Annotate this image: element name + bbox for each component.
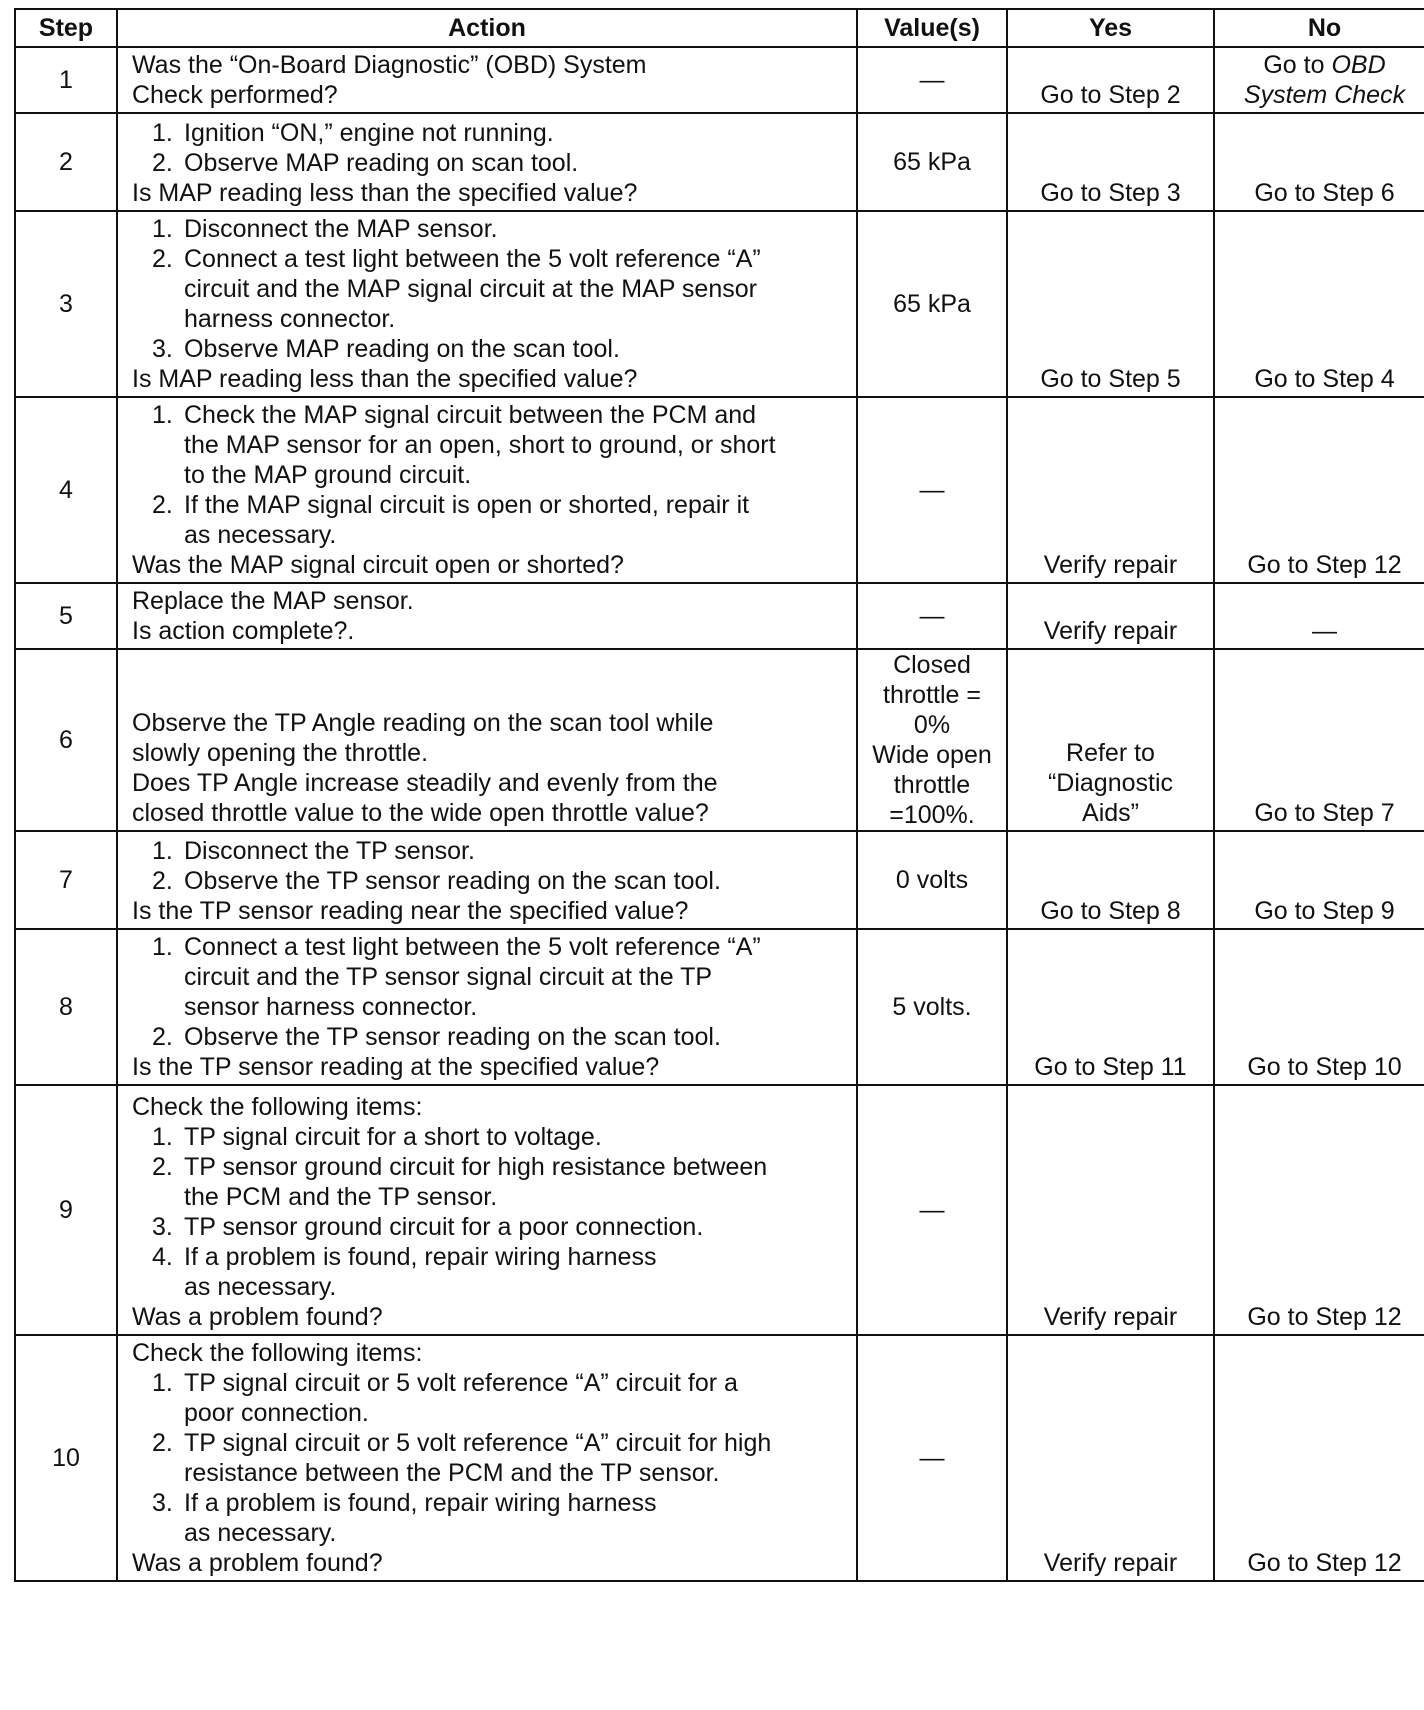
action-item-number: 1. — [152, 837, 173, 865]
header-step: Step — [15, 9, 117, 47]
action-question-line: Is MAP reading less than the specified value? — [132, 365, 638, 393]
value-line: throttle = — [883, 681, 981, 709]
action-item-line: circuit and the MAP signal circuit at the MAP sensor — [184, 275, 757, 303]
action-item-line: sensor harness connector. — [184, 993, 478, 1021]
action-item-text — [184, 1428, 848, 1488]
action-intro-line: Check the following items: — [132, 1093, 423, 1121]
no-cell — [1214, 649, 1424, 831]
action-cell — [117, 1335, 857, 1581]
no-line: Go to Step 6 — [1254, 179, 1395, 207]
step-number-cell: 3 — [15, 211, 117, 397]
value-cell — [857, 1085, 1007, 1335]
table-row — [15, 1085, 1424, 1335]
action-item-text — [184, 490, 848, 550]
action-item-line: as necessary. — [184, 1519, 337, 1547]
action-list-item — [132, 1488, 848, 1548]
action-cell — [117, 929, 857, 1085]
action-cell — [117, 831, 857, 929]
action-list-item — [132, 932, 848, 1022]
no-text: Go to — [1263, 51, 1332, 79]
no-line: Go to Step 12 — [1247, 551, 1402, 579]
action-cell — [117, 1085, 857, 1335]
action-item-line: If a problem is found, repair wiring harness — [184, 1243, 657, 1271]
action-item-line: poor connection. — [184, 1399, 369, 1427]
action-list-item — [132, 866, 848, 896]
action-cell — [117, 397, 857, 583]
action-list-item — [132, 214, 848, 244]
action-cell — [117, 47, 857, 113]
value-line: 0 volts — [895, 866, 969, 894]
yes-cell — [1007, 929, 1214, 1085]
action-cell — [117, 649, 857, 831]
action-item-number: 2. — [152, 149, 173, 177]
action-item-text — [184, 1152, 848, 1212]
action-item-text — [184, 1122, 848, 1152]
action-item-line: Observe MAP reading on scan tool. — [184, 149, 579, 177]
action-item-text — [184, 836, 848, 866]
action-cell — [117, 211, 857, 397]
value-cell — [857, 211, 1007, 397]
no-line: Go to Step 4 — [1254, 365, 1395, 393]
no-cell — [1214, 397, 1424, 583]
action-question-line: Is MAP reading less than the specified value? — [132, 179, 638, 207]
step-number-cell: 6 — [15, 649, 117, 831]
action-item-line: Disconnect the TP sensor. — [184, 837, 475, 865]
value-line: throttle — [893, 771, 971, 799]
action-item-text — [184, 1488, 848, 1548]
action-question-line: Is action complete?. — [132, 617, 355, 645]
action-item-number: 1. — [152, 215, 173, 243]
action-item-line: circuit and the TP sensor signal circuit at the TP — [184, 963, 713, 991]
step-number-cell: 2 — [15, 113, 117, 211]
action-item-number: 2. — [152, 867, 173, 895]
action-item-line: Check the MAP signal circuit between the PCM and — [184, 401, 757, 429]
table-row — [15, 47, 1424, 113]
no-cell — [1214, 1085, 1424, 1335]
step-number-cell: 8 — [15, 929, 117, 1085]
yes-cell — [1007, 583, 1214, 649]
yes-cell — [1007, 47, 1214, 113]
action-question-line: Is the TP sensor reading at the specified value? — [132, 1053, 660, 1081]
action-item-text — [184, 1022, 848, 1052]
no-cell — [1214, 1335, 1424, 1581]
action-item-line: Observe the TP sensor reading on the scan tool. — [184, 867, 721, 895]
action-item-number: 4. — [152, 1243, 173, 1271]
table-row — [15, 397, 1424, 583]
action-item-number: 1. — [152, 1123, 173, 1151]
value-line: — — [919, 1444, 945, 1472]
value-line: 65 kPa — [893, 290, 971, 318]
value-line: — — [919, 66, 945, 94]
table-row — [15, 211, 1424, 397]
action-item-text — [184, 214, 848, 244]
action-item-text — [184, 400, 848, 490]
yes-cell — [1007, 211, 1214, 397]
action-list-item — [132, 836, 848, 866]
obd-reference-text: OBD — [1331, 51, 1386, 79]
header-no: No — [1214, 9, 1424, 47]
action-item-number: 2. — [152, 1153, 173, 1181]
action-item-line: If a problem is found, repair wiring harness — [184, 1489, 657, 1517]
action-item-number: 2. — [152, 491, 173, 519]
step-number-cell: 5 — [15, 583, 117, 649]
action-item-number: 2. — [152, 1429, 173, 1457]
table-row — [15, 583, 1424, 649]
value-line: 65 kPa — [893, 148, 971, 176]
no-line: Go to Step 12 — [1247, 1549, 1402, 1577]
value-line: — — [919, 602, 945, 630]
yes-line: “Diagnostic — [1047, 769, 1174, 797]
no-line: — — [1312, 617, 1337, 645]
action-list-item — [132, 334, 848, 364]
step-number-cell: 9 — [15, 1085, 117, 1335]
action-item-text — [184, 866, 848, 896]
action-item-line: the MAP sensor for an open, short to ground, or short — [184, 431, 776, 459]
action-question-line: Was the MAP signal circuit open or shorted? — [132, 551, 624, 579]
action-item-number: 3. — [152, 1213, 173, 1241]
header-action: Action — [117, 9, 857, 47]
header-values: Value(s) — [857, 9, 1007, 47]
action-list-item — [132, 400, 848, 490]
action-item-number: 1. — [152, 1369, 173, 1397]
value-line: =100%. — [889, 801, 975, 829]
action-item-line: TP sensor ground circuit for high resistance between — [184, 1153, 768, 1181]
yes-line: Go to Step 5 — [1040, 365, 1181, 393]
action-item-line: harness connector. — [184, 305, 396, 333]
action-item-text — [184, 148, 848, 178]
action-item-number: 2. — [152, 245, 173, 273]
action-item-line: Connect a test light between the 5 volt reference “A” — [184, 933, 761, 961]
diagnostic-table-page — [14, 8, 1424, 1582]
yes-line: Verify repair — [1043, 617, 1178, 645]
header-row — [15, 9, 1424, 47]
value-line: Closed — [893, 651, 971, 679]
value-cell — [857, 583, 1007, 649]
diagnostic-steps-table — [14, 8, 1424, 1582]
table-row — [15, 1335, 1424, 1581]
action-list-item — [132, 1368, 848, 1428]
action-item-line: TP signal circuit for a short to voltage. — [184, 1123, 602, 1151]
table-row — [15, 831, 1424, 929]
action-item-text — [184, 1242, 848, 1302]
action-item-text — [184, 932, 848, 1022]
yes-line: Go to Step 3 — [1040, 179, 1181, 207]
header-yes: Yes — [1007, 9, 1214, 47]
action-item-text — [184, 1368, 848, 1428]
action-question-line: Was the “On-Board Diagnostic” (OBD) System — [132, 51, 647, 79]
step-number-cell: 4 — [15, 397, 117, 583]
action-item-line: TP signal circuit or 5 volt reference “A” circuit for a — [184, 1369, 738, 1397]
action-list-item — [132, 1428, 848, 1488]
action-item-number: 3. — [152, 335, 173, 363]
action-question-line: slowly opening the throttle. — [132, 739, 429, 767]
no-line: Go to Step 7 — [1254, 799, 1395, 827]
action-list-item — [132, 118, 848, 148]
action-item-text — [184, 1212, 848, 1242]
action-question-line: Is the TP sensor reading near the specified value? — [132, 897, 689, 925]
action-question-line: Was a problem found? — [132, 1303, 383, 1331]
action-item-number: 1. — [152, 401, 173, 429]
table-row — [15, 929, 1424, 1085]
action-item-line: resistance between the PCM and the TP sensor. — [184, 1459, 720, 1487]
no-cell — [1214, 929, 1424, 1085]
action-list-item — [132, 1122, 848, 1152]
yes-line: Go to Step 2 — [1040, 81, 1181, 109]
action-item-line: TP signal circuit or 5 volt reference “A” circuit for high — [184, 1429, 772, 1457]
yes-cell — [1007, 1085, 1214, 1335]
action-list-item — [132, 148, 848, 178]
yes-cell — [1007, 397, 1214, 583]
action-question-line: Observe the TP Angle reading on the scan tool while — [132, 709, 714, 737]
action-item-line: as necessary. — [184, 1273, 337, 1301]
no-cell — [1214, 113, 1424, 211]
yes-line: Refer to — [1066, 739, 1155, 767]
action-question-line: Was a problem found? — [132, 1549, 383, 1577]
obd-reference-text: System Check — [1243, 81, 1406, 109]
action-item-line: Observe the TP sensor reading on the scan tool. — [184, 1023, 721, 1051]
value-line: 0% — [913, 711, 951, 739]
action-list-item — [132, 1022, 848, 1052]
yes-cell — [1007, 1335, 1214, 1581]
value-cell — [857, 649, 1007, 831]
action-list-item — [132, 1212, 848, 1242]
yes-line: Aids” — [1082, 799, 1139, 827]
action-item-number: 2. — [152, 1023, 173, 1051]
action-intro-line: Check the following items: — [132, 1339, 423, 1367]
no-line: Go to Step 9 — [1254, 897, 1395, 925]
step-number-cell: 10 — [15, 1335, 117, 1581]
action-item-text — [184, 118, 848, 148]
action-item-line: TP sensor ground circuit for a poor connection. — [184, 1213, 704, 1241]
action-item-line: the PCM and the TP sensor. — [184, 1183, 498, 1211]
value-line: — — [919, 1196, 945, 1224]
yes-line: Verify repair — [1043, 1303, 1178, 1331]
no-cell — [1214, 211, 1424, 397]
value-line: — — [919, 476, 945, 504]
action-question-line: Check performed? — [132, 81, 338, 109]
value-cell — [857, 397, 1007, 583]
value-cell — [857, 929, 1007, 1085]
action-item-number: 1. — [152, 119, 173, 147]
action-question-line: Does TP Angle increase steadily and evenly from the — [132, 769, 718, 797]
action-list-item — [132, 1152, 848, 1212]
action-item-number: 1. — [152, 933, 173, 961]
action-item-line: Connect a test light between the 5 volt reference “A” — [184, 245, 761, 273]
action-question-line: closed throttle value to the wide open throttle value? — [132, 799, 709, 827]
action-item-line: as necessary. — [184, 521, 337, 549]
action-item-number: 3. — [152, 1489, 173, 1517]
action-cell — [117, 113, 857, 211]
action-item-text — [184, 244, 848, 334]
no-line — [1223, 50, 1424, 80]
yes-line: Go to Step 11 — [1034, 1053, 1187, 1081]
no-line: Go to Step 10 — [1247, 1053, 1402, 1081]
value-cell — [857, 831, 1007, 929]
no-cell — [1214, 831, 1424, 929]
action-list-item — [132, 244, 848, 334]
table-row — [15, 113, 1424, 211]
action-item-line: Ignition “ON,” engine not running. — [184, 119, 554, 147]
action-list-item — [132, 490, 848, 550]
action-question-line: Replace the MAP sensor. — [132, 587, 414, 615]
yes-cell — [1007, 113, 1214, 211]
action-list-item — [132, 1242, 848, 1302]
action-item-text — [184, 334, 848, 364]
yes-line: Verify repair — [1043, 1549, 1178, 1577]
no-cell — [1214, 47, 1424, 113]
value-cell — [857, 1335, 1007, 1581]
no-cell — [1214, 583, 1424, 649]
yes-cell — [1007, 649, 1214, 831]
step-number-cell: 1 — [15, 47, 117, 113]
step-number-cell: 7 — [15, 831, 117, 929]
value-line: 5 volts. — [892, 993, 972, 1021]
no-line: Go to Step 12 — [1247, 1303, 1402, 1331]
action-item-line: Disconnect the MAP sensor. — [184, 215, 498, 243]
action-item-line: If the MAP signal circuit is open or shorted, repair it — [184, 491, 750, 519]
yes-cell — [1007, 831, 1214, 929]
action-item-line: to the MAP ground circuit. — [184, 461, 472, 489]
table-row — [15, 649, 1424, 831]
yes-line: Verify repair — [1043, 551, 1178, 579]
action-item-line: Observe MAP reading on the scan tool. — [184, 335, 620, 363]
value-cell — [857, 113, 1007, 211]
yes-line: Go to Step 8 — [1040, 897, 1181, 925]
action-cell — [117, 583, 857, 649]
value-line: Wide open — [872, 741, 992, 769]
value-cell — [857, 47, 1007, 113]
